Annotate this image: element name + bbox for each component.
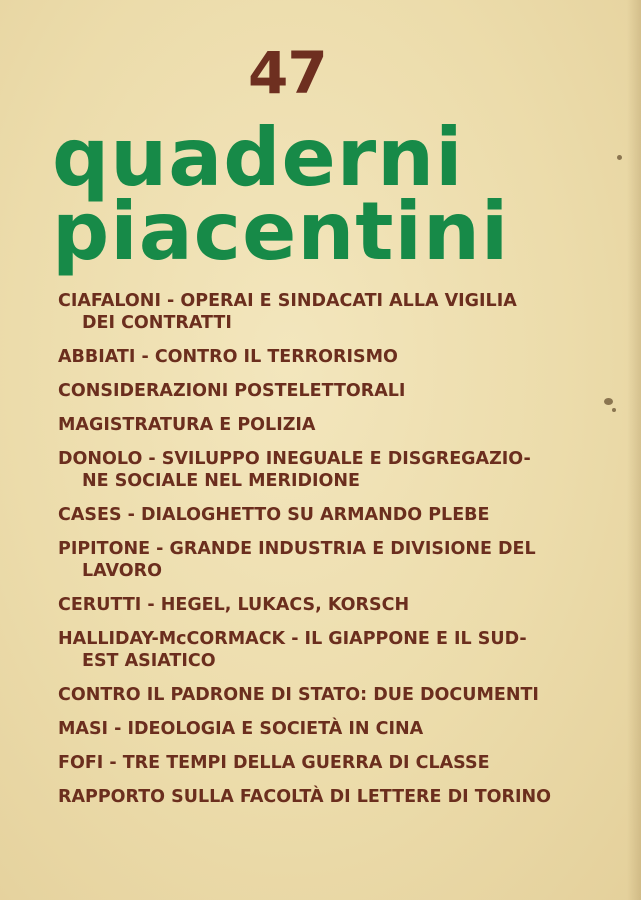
entry-text-continued: LAVORO (82, 561, 162, 581)
contents-entry (58, 346, 558, 368)
table-of-contents (58, 290, 558, 820)
contents-entry (58, 718, 558, 740)
entry-text: RAPPORTO SULLA FACOLTÀ DI LETTERE DI TORINO (58, 787, 552, 807)
contents-entry (58, 786, 558, 808)
entry-text-continued: DEI CONTRATTI (82, 313, 232, 333)
magazine-title-line-2: piacentini (52, 185, 510, 278)
entry-text-continued: NE SOCIALE NEL MERIDIONE (82, 471, 360, 491)
entry-text: PIPITONE - GRANDE INDUSTRIA E DIVISIONE DEL (58, 539, 536, 559)
entry-text: MAGISTRATURA E POLIZIA (58, 415, 316, 435)
entry-text-continued: EST ASIATICO (82, 651, 216, 671)
entry-text: HALLIDAY-McCORMACK - IL GIAPPONE E IL SUD- (58, 629, 527, 649)
entry-text: ABBIATI - CONTRO IL TERRORISMO (58, 347, 398, 367)
entry-text: DONOLO - SVILUPPO INEGUALE E DISGREGAZIO- (58, 449, 531, 469)
contents-entry (58, 684, 558, 706)
contents-entry (58, 594, 558, 616)
contents-entry (58, 504, 558, 526)
stain-spot (612, 408, 616, 412)
contents-entry (58, 380, 558, 402)
entry-text: FOFI - TRE TEMPI DELLA GUERRA DI CLASSE (58, 753, 490, 773)
contents-entry (58, 448, 558, 492)
entry-text: MASI - IDEOLOGIA E SOCIETÀ IN CINA (58, 719, 424, 739)
entry-text: CERUTTI - HEGEL, LUKACS, KORSCH (58, 595, 410, 615)
contents-entry (58, 538, 558, 582)
contents-entry (58, 414, 558, 436)
magazine-title-line-1: quaderni (52, 111, 464, 204)
contents-entry (58, 628, 558, 672)
contents-entry (58, 290, 558, 334)
issue-number: 47 (248, 39, 327, 107)
entry-text: CASES - DIALOGHETTO SU ARMANDO PLEBE (58, 505, 490, 525)
entry-text: CONTRO IL PADRONE DI STATO: DUE DOCUMENTI (58, 685, 539, 705)
page-edge-shadow (627, 0, 641, 900)
entry-text: CONSIDERAZIONI POSTELETTORALI (58, 381, 406, 401)
entry-text: CIAFALONI - OPERAI E SINDACATI ALLA VIGILIA (58, 291, 517, 311)
contents-entry (58, 752, 558, 774)
stain-spot (617, 155, 622, 160)
stain-spot (604, 398, 613, 405)
